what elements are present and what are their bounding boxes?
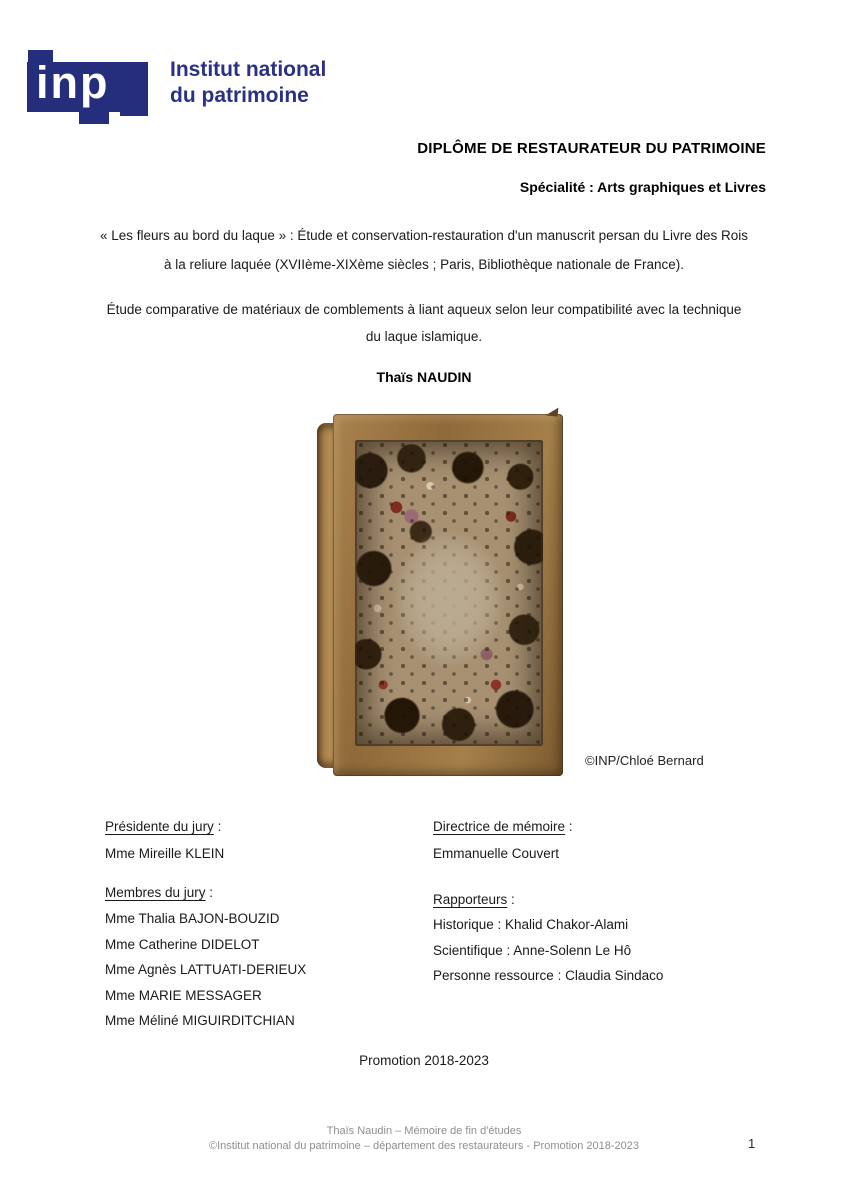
rapporteur: Scientifique : Anne-Solenn Le Hô [433,942,632,958]
rapporteurs-label: Rapporteurs [433,892,508,907]
footer-line2: ©Institut national du patrimoine – département des restaurateurs - Promotion 2018-2023 [208,1140,640,1152]
jury-column-right [433,818,663,985]
jury-member: Mme Catherine DIDELOT [105,936,260,952]
members-heading [105,884,306,902]
book-cover-marbled-panel [355,440,543,746]
institution-name-line1: Institut national [170,58,327,81]
director-name: Emmanuelle Couvert [433,846,560,861]
footer [0,1124,848,1154]
jury-member: Mme Méliné MIGUIRDITCHIAN [105,1013,295,1028]
specialty-line: Spécialité : Arts graphiques et Livres [519,179,766,195]
jury-column-left [105,818,306,1030]
institution-name [170,57,326,109]
photo-credit: ©INP/Chloé Bernard [585,753,704,768]
rapporteurs-heading [433,891,663,909]
institution-name-line2: du patrimoine [170,84,309,107]
president-label: Présidente du jury [105,819,214,834]
director-label: Directrice de mémoire [433,819,566,834]
heading-block [85,140,766,195]
president-heading [105,818,306,836]
promotion-line: Promotion 2018-2023 [359,1053,489,1068]
thesis-subtitle [84,296,764,350]
thesis-subtitle-line1: Étude comparative de matériaux de comblements à liant aqueux selon leur compatibilité avec la technique [106,302,742,317]
diploma-title: DIPLÔME DE RESTAURATEUR DU PATRIMOINE [417,140,766,157]
rapporteur: Personne ressource : Claudia Sindaco [433,968,664,983]
colon: : [507,892,515,907]
jury-member: Mme Thalia BAJON-BOUZID [105,911,280,926]
colon: : [565,819,573,834]
book-cover-board [333,414,563,776]
director-heading [433,818,663,836]
logo-block-bottom [79,111,109,124]
thesis-subtitle-line2: du laque islamique. [365,329,483,344]
book-cover-photo [317,414,563,776]
president-name: Mme Mireille KLEIN [105,846,225,861]
thesis-title [84,221,764,279]
jury-member: Mme MARIE MESSAGER [105,987,262,1003]
thesis-title-line2: à la reliure laquée (XVIIème-XIXème siècles ; Paris, Bibliothèque nationale de France). [163,257,685,272]
logo-acronym: inp [36,57,110,108]
colon: : [205,885,214,900]
colon: : [213,819,222,834]
inp-logo [27,50,148,124]
author-name: Thaïs NAUDIN [376,369,472,385]
thesis-title-line1: « Les fleurs au bord du laque » : Étude et conservation-restauration d'un manuscrit persan du Livre des Rois [100,228,748,243]
members-label: Membres du jury [105,885,206,900]
page-number: 1 [748,1136,756,1151]
rapporteur: Historique : Khalid Chakor-Alami [433,917,629,932]
jury-member: Mme Agnès LATTUATI-DERIEUX [105,962,307,977]
footer-line1: Thaïs Naudin – Mémoire de fin d'études [326,1125,522,1137]
